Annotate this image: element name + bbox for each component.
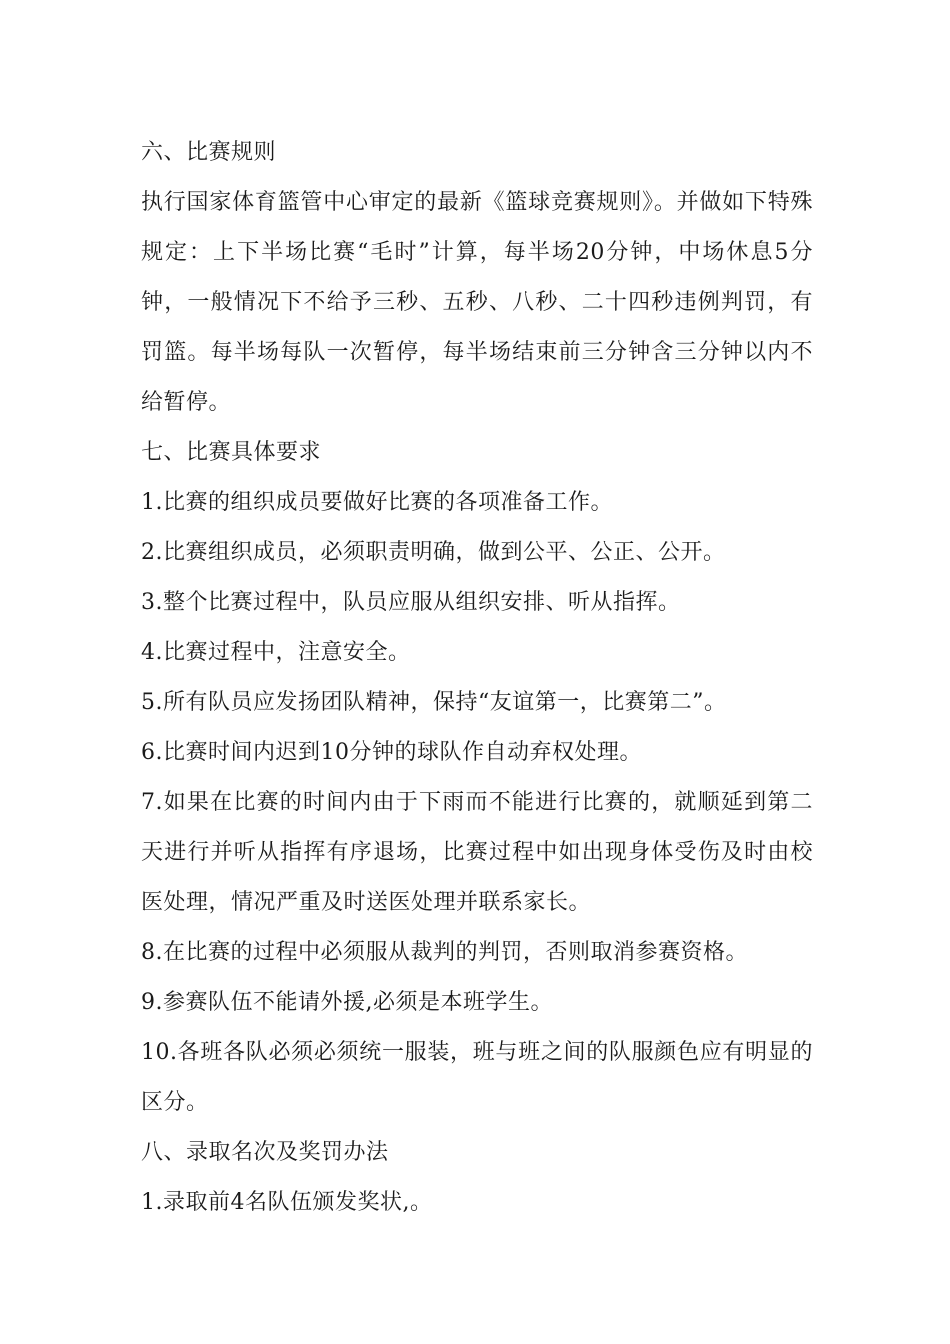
requirement-item-6: 6.比赛时间内迟到10分钟的球队作自动弃权处理。 — [141, 740, 642, 765]
section-heading-requirements: 七、比赛具体要求 — [141, 440, 322, 465]
document-body — [141, 128, 813, 1228]
requirement-item-9: 9.参赛队伍不能请外援,必须是本班学生。 — [141, 990, 553, 1015]
requirement-item-7: 7.如果在比赛的时间内由于下雨而不能进行比赛的，就顺延到第二天进行并听从指挥有序退场，比赛过程中如出现身体受伤及时由校医处理，情况严重及时送医处理并联系家长。 — [141, 790, 813, 915]
requirement-item-5: 5.所有队员应发扬团队精神，保持“友谊第一，比赛第二”。 — [141, 690, 727, 715]
award-item-1: 1.录取前4名队伍颁发奖状,。 — [141, 1190, 433, 1215]
requirement-item-2: 2.比赛组织成员，必须职责明确，做到公平、公正、公开。 — [141, 540, 726, 565]
requirement-item-10: 10.各班各队必须必须统一服装，班与班之间的队服颜色应有明显的区分。 — [141, 1040, 813, 1115]
requirement-item-3: 3.整个比赛过程中，队员应服从组织安排、听从指挥。 — [141, 590, 681, 615]
requirement-item-1: 1.比赛的组织成员要做好比赛的各项准备工作。 — [141, 490, 613, 515]
rules-paragraph: 执行国家体育篮管中心审定的最新《篮球竞赛规则》。并做如下特殊规定：上下半场比赛“毛时”计算，每半场20分钟，中场休息5分钟，一般情况下不给予三秒、五秒、八秒、二十四秒违例判罚，有罚篮。每半场每队一次暂停，每半场结束前三分钟含三分钟以内不给暂停。 — [141, 190, 813, 415]
section-heading-awards: 八、录取名次及奖罚办法 — [141, 1140, 389, 1165]
requirement-item-8: 8.在比赛的过程中必须服从裁判的判罚，否则取消参赛资格。 — [141, 940, 748, 965]
requirement-item-4: 4.比赛过程中，注意安全。 — [141, 640, 411, 665]
section-heading-rules: 六、比赛规则 — [141, 140, 277, 165]
